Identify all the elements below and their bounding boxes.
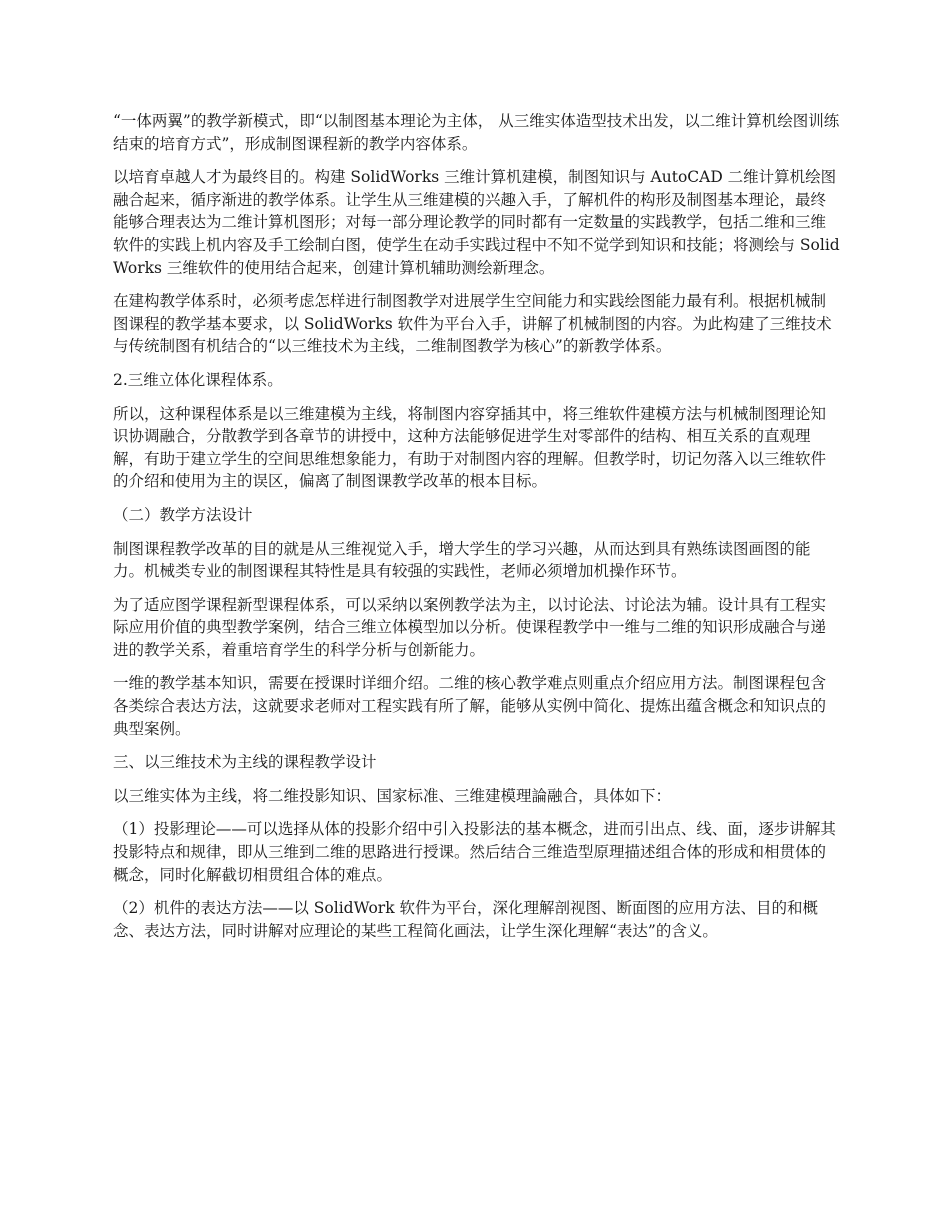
list-item-projection-theory: （1）投影理论——可以选择从体的投影介绍中引入投影法的基本概念，进而引出点、线、面，逐步讲解其投影特点和规律，即从三维到二维的思路进行授课。然后结合三维造型原理描述组合体的形成和相贯体的概念，同时化解截切相贯组合体的难点。: [113, 820, 836, 884]
section-heading-course-design: 三、以三维技术为主线的课程教学设计: [113, 753, 377, 772]
paragraph-curriculum-system: 所以，这种课程体系是以三维建模为主线，将制图内容穿插其中，将三维软件建模方法与机械制图理论知识协调融合，分散教学到各章节的讲授中，这种方法能够促进学生对零部件的结构、相互关系的直观理解，有助于建立学生的空间思维想象能力，有助于对制图内容的理解。但教学时，切记勿落入以三维软件的介绍和使用为主的误区，偏离了制图课教学改革的根本目标。: [113, 404, 827, 491]
paragraph-basic-knowledge: 一维的教学基本知识，需要在授课时详细介绍。二维的核心教学难点则重点介绍应用方法。制图课程包含各类综合表达方法，这就要求老师对工程实践有所了解，能够从实例中简化、提炼出蕴含概念和知识点的典型案例。: [113, 674, 827, 738]
paragraph-reform-goal: 制图课程教学改革的目的就是从三维视觉入手，增大学生的学习兴趣，从而达到具有熟练读图画图的能力。机械类专业的制图课程其特性是具有较强的实践性，老师必须增加机操作环节。: [113, 539, 811, 581]
paragraph-case-teaching: 为了适应图学课程新型课程体系，可以采纳以案例教学法为主，以讨论法、讨论法为辅。设计具有工程实际应用价值的典型教学案例，结合三维立体模型加以分析。使课程教学中一维与二维的知识形成融合与递进的教学关系，着重培育学生的科学分析与创新能力。: [113, 595, 827, 659]
document-body: [113, 110, 841, 953]
paragraph-teaching-system: 在建构教学体系时，必须考虑怎样进行制图教学对进展学生空间能力和实践绘图能力最有利。根据机械制图课程的教学基本要求，以 SolidWorks 软件为平台入手，讲解了机械制图的内容。为此构建了三维技术与传统制图有机结合的“以三维技术为主线，二维制图教学为核心”的新教学体系。: [113, 292, 832, 356]
section-heading-3d-curriculum: 2.三维立体化课程体系。: [113, 370, 283, 389]
paragraph-training-goal: 以培育卓越人才为最终目的。构建 SolidWorks 三维计算机建模，制图知识与 AutoCAD 二维计算机绘图融合起来，循序渐进的教学体系。让学生从三维建模的兴趣入手，了解机件的构形及制图基本理论，最终能够合理表达为二维计算机图形；对每一部分理论教学的同时都有一定数量的实践教学，包括二维和三维软件的实践上机内容及手工绘制白图，使学生在动手实践过程中不知不觉学到知识和技能；将测绘与 SolidWorks 三维软件的使用结合起来，创建计算机辅助测绘新理念。: [113, 168, 840, 277]
section-heading-teaching-method: （二）教学方法设计: [113, 505, 253, 524]
list-item-expression-methods: （2）机件的表达方法——以 SolidWork 软件为平台，深化理解剖视图、断面图的应用方法、目的和概念、表达方法，同时讲解对应理论的某些工程简化画法，让学生深化理解“表达”的含义。: [113, 899, 819, 940]
paragraph-intro-model: “一体两翼”的教学新模式，即“以制图基本理论为主体， 从三维实体造型技术出发，以二维计算机绘图训练结束的培育方式”，形成制图课程新的教学内容体系。: [113, 112, 840, 153]
paragraph-integration-intro: 以三维实体为主线，将二维投影知识、国家标准、三维建模理論融合，具体如下：: [113, 786, 672, 805]
